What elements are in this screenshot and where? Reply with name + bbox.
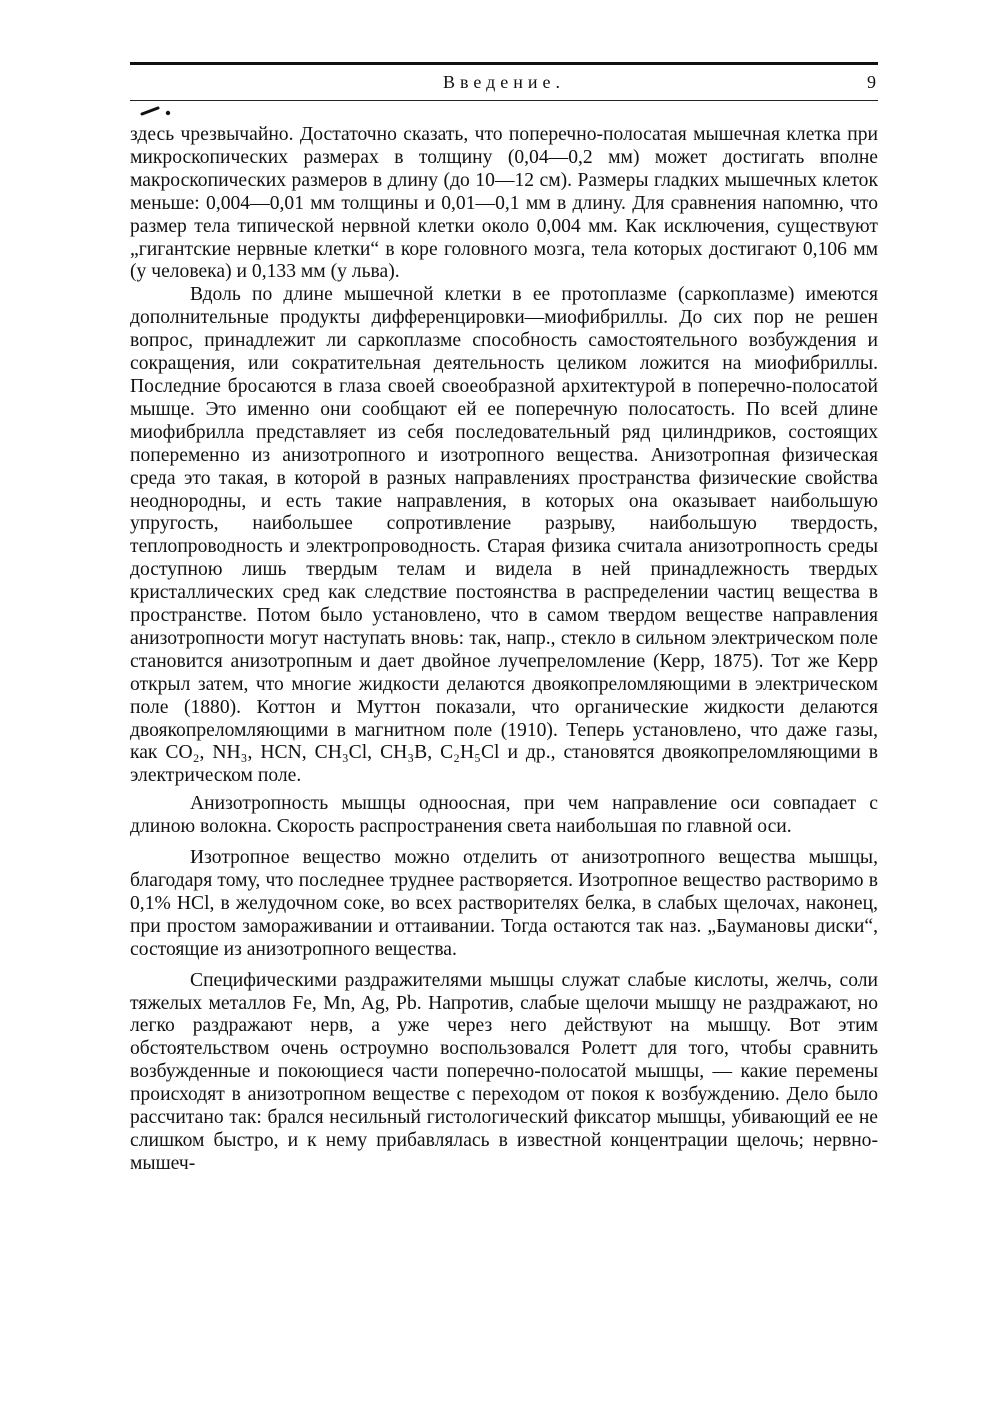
body-text <box>130 124 878 1176</box>
header-top-rule <box>130 62 878 65</box>
running-title: Введение. <box>442 72 566 92</box>
running-header <box>130 72 878 96</box>
pencil-mark-icon <box>140 104 180 118</box>
paragraph-1: здесь чрезвычайно. Достаточно сказать, что поперечно-полосатая мышечная клетка при микроскопических размерах в толщину (0,04—0,2 мм) может достигать вполне макроскопических размеров в длину (до 10—12 см). Размеры гладких мышечных клеток меньше: 0,004—0,01 мм толщины и 0,01—0,1 мм в длину. Для сравнения напомню, что размер тела типической нервной клетки около 0,004 мм. Как исключения, существуют „гигантские нервные клетки“ в коре головного мозга, тела которых достигают 0,106 мм (у человека) и 0,133 мм (у льва). <box>130 124 878 283</box>
paragraph-5: Специфическими раздражителями мышцы служат слабые кислоты, желчь, соли тяжелых металлов Fe, Mn, Ag, Pb. Напротив, слабые щелочи мышцу не раздражают, но легко раздражают нерв, а уже через него действуют на мышцу. Вот этим обстоятельством очень остроумно воспользовался Ролетт для того, чтобы сравнить возбужденные и покоющиеся части поперечно-полосатой мышцы, — какие перемены происходят в анизотропном веществе с переходом от покоя к возбуждению. Дело было рассчитано так: брался несильный гистологический фиксатор мышцы, убивающий ее не слишком быстро, и к нему прибавлялась в известной концентрации щелочь; нервно-мышеч- <box>130 969 878 1174</box>
paragraph-4: Изотропное вещество можно отделить от анизотропного вещества мышцы, благодаря тому, что последнее труднее растворяется. Изотропное вещество растворимо в 0,1% HCl, в желудочном соке, во всех растворителях белка, в слабых щелочах, наконец, при простом замораживании и оттаивании. Тогда остаются так наз. „Бaумановы диски“, состоящие из анизотропного вещества. <box>130 847 878 960</box>
page-number: 9 <box>867 72 876 92</box>
header-bottom-rule <box>130 100 878 101</box>
paragraph-3: Анизотропность мышцы одноосная, при чем направление оси совпадает с длиною волокна. Скорость распространения света наибольшая по главной оси. <box>130 793 878 838</box>
paragraph-2: Вдоль по длине мышечной клетки в ее протоплазме (саркоплазме) имеются дополнительные продукты дифференцировки—миофибриллы. До сих пор не решен вопрос, принадлежит ли саркоплазме способность самостоятельного возбуждения и сокращения, или сократительная деятельность целиком ложится на миофибриллы. Последние бросаются в глаза своей своеобразной архитектурой в поперечно-полосатой мышце. Это именно они сообщают ей ее поперечную полосатость. По всей длине миофибрилла представляет из себя последовательный ряд цилиндриков, состоящих попеременно из анизотропного и изотропного вещества. Анизотропная физическая среда это такая, в которой в разных направлениях пространства физические свойства неоднородны, и есть такие направления, в которых она оказывает наибольшую упругость, наибольшее сопротивление разрыву, наибольшую твердость, теплопроводность и электропроводность. Старая физика считала анизотропность среды доступною лишь твердым телам и видела в ней принадлежность твердых кристаллических сред как следствие постоянства в распределении частиц вещества в пространстве. Потом было установлено, что в самом твердом веществе направления анизотропности могут наступать вновь: так, напр., стекло в сильном электрическом поле становится анизотропным и дает двойное лучепреломление (Керр, 1875). Тот же Керр открыл затем, что многие жидкости делаются двоякопреломляющими в электрическом поле (1880). Коттон и Муттон показали, что органические жидкости делаются двоякопреломляющими в магнитном поле (1910). Теперь установлено, что даже газы, как CO₂, NH₃, HCN, CH₃Cl, CH₃B, C₂H₅Cl и др., становятся двоякопреломляющими в электрическом поле. <box>130 284 878 787</box>
book-page <box>130 62 878 1402</box>
